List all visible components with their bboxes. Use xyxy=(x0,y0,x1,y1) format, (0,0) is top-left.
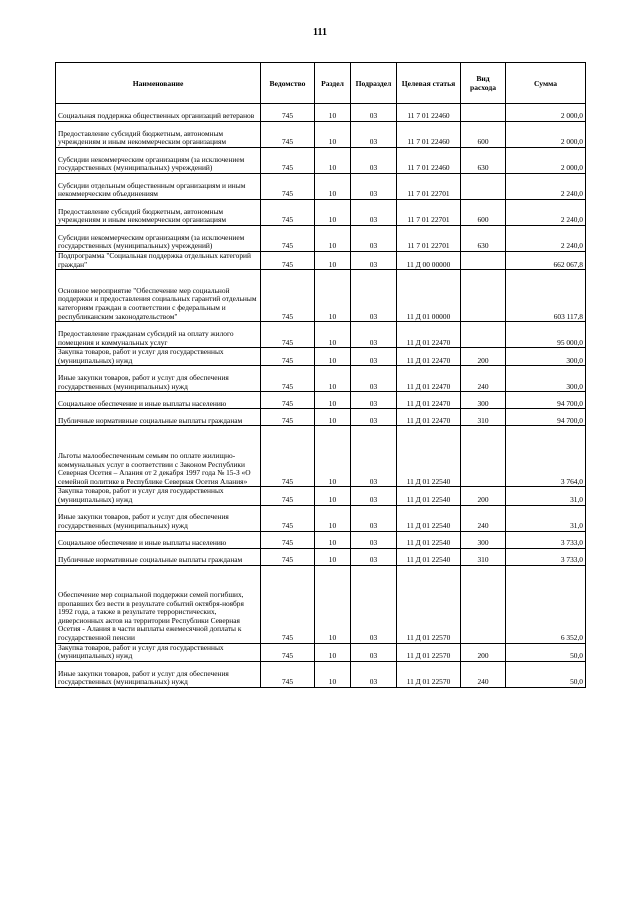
row-section: 10 xyxy=(315,270,351,322)
row-sum: 300,0 xyxy=(506,348,586,366)
row-article: 11 Д 01 22540 xyxy=(397,505,461,531)
row-dept: 745 xyxy=(261,174,315,200)
row-article: 11 Д 01 00000 xyxy=(397,270,461,322)
row-subsection: 03 xyxy=(351,426,397,487)
table-row xyxy=(56,409,586,426)
page-number: 111 xyxy=(313,27,327,38)
row-dept: 745 xyxy=(261,366,315,392)
row-section: 10 xyxy=(315,322,351,348)
row-sum: 31,0 xyxy=(506,487,586,505)
row-name: Публичные нормативные социальные выплаты гражданам xyxy=(56,548,261,565)
row-name: Подпрограмма "Социальная поддержка отдельных категорий граждан" xyxy=(56,252,261,270)
table-row xyxy=(56,252,586,270)
row-subsection: 03 xyxy=(351,661,397,687)
row-dept: 745 xyxy=(261,104,315,122)
row-section: 10 xyxy=(315,148,351,174)
header-article: Целевая статья xyxy=(397,63,461,104)
row-sum: 94 700,0 xyxy=(506,392,586,409)
row-article: 11 Д 01 22540 xyxy=(397,531,461,548)
row-name: Социальное обеспечение и иные выплаты населению xyxy=(56,531,261,548)
row-section: 10 xyxy=(315,226,351,252)
row-sum: 603 117,8 xyxy=(506,270,586,322)
table-row xyxy=(56,426,586,487)
row-subsection: 03 xyxy=(351,252,397,270)
row-type xyxy=(461,270,506,322)
row-dept: 745 xyxy=(261,487,315,505)
row-section: 10 xyxy=(315,122,351,148)
table-row xyxy=(56,643,586,661)
row-subsection: 03 xyxy=(351,366,397,392)
row-article: 11 Д 01 22540 xyxy=(397,548,461,565)
row-name: Субсидии отдельным общественным организациям и иным некоммерческим объединениям xyxy=(56,174,261,200)
row-name: Иные закупки товаров, работ и услуг для обеспечения государственных (муниципальных) нужд xyxy=(56,505,261,531)
row-sum: 31,0 xyxy=(506,505,586,531)
row-article: 11 Д 01 22570 xyxy=(397,565,461,643)
table-row xyxy=(56,565,586,643)
table-row xyxy=(56,531,586,548)
budget-table xyxy=(55,62,586,688)
table-row xyxy=(56,392,586,409)
table-row xyxy=(56,322,586,348)
row-name: Основное мероприятие "Обеспечение мер социальной поддержки и предоставления социальных гарантий отдельным категориям граждан в соответствии с федеральным и республиканским законодательством" xyxy=(56,270,261,322)
row-dept: 745 xyxy=(261,122,315,148)
row-dept: 745 xyxy=(261,426,315,487)
row-article: 11 7 01 22460 xyxy=(397,148,461,174)
row-name: Социальное обеспечение и иные выплаты населению xyxy=(56,392,261,409)
row-dept: 745 xyxy=(261,226,315,252)
row-sum: 2 240,0 xyxy=(506,174,586,200)
row-sum: 2 240,0 xyxy=(506,226,586,252)
row-type: 600 xyxy=(461,200,506,226)
table-row xyxy=(56,226,586,252)
row-article: 11 7 01 22701 xyxy=(397,174,461,200)
row-article: 11 Д 01 22570 xyxy=(397,661,461,687)
row-article: 11 Д 01 22470 xyxy=(397,366,461,392)
row-article: 11 7 01 22460 xyxy=(397,122,461,148)
row-section: 10 xyxy=(315,487,351,505)
row-name: Закупка товаров, работ и услуг для государственных (муниципальных) нужд xyxy=(56,348,261,366)
row-section: 10 xyxy=(315,200,351,226)
row-type: 240 xyxy=(461,366,506,392)
row-type: 240 xyxy=(461,661,506,687)
row-sum: 662 067,8 xyxy=(506,252,586,270)
row-dept: 745 xyxy=(261,148,315,174)
row-dept: 745 xyxy=(261,348,315,366)
row-subsection: 03 xyxy=(351,322,397,348)
row-sum: 2 240,0 xyxy=(506,200,586,226)
row-type xyxy=(461,104,506,122)
row-article: 11 Д 01 22570 xyxy=(397,643,461,661)
row-dept: 745 xyxy=(261,505,315,531)
row-sum: 6 352,0 xyxy=(506,565,586,643)
table-row xyxy=(56,348,586,366)
header-subsection: Подраздел xyxy=(351,63,397,104)
row-section: 10 xyxy=(315,531,351,548)
row-subsection: 03 xyxy=(351,104,397,122)
row-article: 11 Д 01 22470 xyxy=(397,322,461,348)
row-dept: 745 xyxy=(261,252,315,270)
row-article: 11 7 01 22460 xyxy=(397,104,461,122)
table-row xyxy=(56,200,586,226)
row-type: 600 xyxy=(461,122,506,148)
row-sum: 50,0 xyxy=(506,661,586,687)
row-name: Субсидии некоммерческим организациям (за исключением государственных (муниципальных) учреждений) xyxy=(56,148,261,174)
row-sum: 3 733,0 xyxy=(506,548,586,565)
table-row xyxy=(56,104,586,122)
row-subsection: 03 xyxy=(351,565,397,643)
row-sum: 50,0 xyxy=(506,643,586,661)
table-row xyxy=(56,366,586,392)
row-subsection: 03 xyxy=(351,643,397,661)
row-subsection: 03 xyxy=(351,226,397,252)
row-subsection: 03 xyxy=(351,148,397,174)
row-type: 310 xyxy=(461,409,506,426)
row-type: 310 xyxy=(461,548,506,565)
row-subsection: 03 xyxy=(351,200,397,226)
header-type: Вид расхода xyxy=(461,63,506,104)
table-row xyxy=(56,270,586,322)
row-section: 10 xyxy=(315,565,351,643)
row-article: 11 Д 01 22470 xyxy=(397,348,461,366)
row-name: Предоставление субсидий бюджетным, автономным учреждениям и иным некоммерческим организациям xyxy=(56,122,261,148)
table-row xyxy=(56,505,586,531)
row-article: 11 7 01 22701 xyxy=(397,200,461,226)
table-row xyxy=(56,148,586,174)
row-section: 10 xyxy=(315,392,351,409)
table-row xyxy=(56,174,586,200)
row-section: 10 xyxy=(315,661,351,687)
table-row xyxy=(56,661,586,687)
header-dept: Ведомство xyxy=(261,63,315,104)
row-section: 10 xyxy=(315,548,351,565)
row-type xyxy=(461,252,506,270)
row-type xyxy=(461,565,506,643)
row-dept: 745 xyxy=(261,409,315,426)
row-dept: 745 xyxy=(261,548,315,565)
row-article: 11 Д 01 22540 xyxy=(397,487,461,505)
row-subsection: 03 xyxy=(351,409,397,426)
row-dept: 745 xyxy=(261,661,315,687)
row-type: 200 xyxy=(461,643,506,661)
row-name: Закупка товаров, работ и услуг для государственных (муниципальных) нужд xyxy=(56,643,261,661)
table-row xyxy=(56,548,586,565)
row-dept: 745 xyxy=(261,392,315,409)
header-section: Раздел xyxy=(315,63,351,104)
row-type: 240 xyxy=(461,505,506,531)
row-type xyxy=(461,322,506,348)
row-type xyxy=(461,426,506,487)
header-sum: Сумма xyxy=(506,63,586,104)
row-sum: 3 733,0 xyxy=(506,531,586,548)
row-section: 10 xyxy=(315,348,351,366)
row-subsection: 03 xyxy=(351,392,397,409)
row-name: Иные закупки товаров, работ и услуг для обеспечения государственных (муниципальных) нужд xyxy=(56,661,261,687)
row-section: 10 xyxy=(315,174,351,200)
row-section: 10 xyxy=(315,643,351,661)
row-subsection: 03 xyxy=(351,505,397,531)
row-type: 300 xyxy=(461,531,506,548)
row-name: Закупка товаров, работ и услуг для государственных (муниципальных) нужд xyxy=(56,487,261,505)
row-section: 10 xyxy=(315,409,351,426)
row-dept: 745 xyxy=(261,531,315,548)
row-subsection: 03 xyxy=(351,487,397,505)
row-type: 300 xyxy=(461,392,506,409)
row-subsection: 03 xyxy=(351,548,397,565)
row-name: Обеспечение мер социальной поддержки семей погибших, пропавших без вести в результате событий октября-ноября 1992 года, а также в результате террористических, диверсионных актов на территории Республики Северная Осетия - Алания в части выплаты ежемесячной доплаты к государственной пенсии xyxy=(56,565,261,643)
row-section: 10 xyxy=(315,104,351,122)
row-name: Иные закупки товаров, работ и услуг для обеспечения государственных (муниципальных) нужд xyxy=(56,366,261,392)
row-subsection: 03 xyxy=(351,122,397,148)
row-section: 10 xyxy=(315,252,351,270)
row-name: Субсидии некоммерческим организациям (за исключением государственных (муниципальных) учреждений) xyxy=(56,226,261,252)
row-sum: 94 700,0 xyxy=(506,409,586,426)
row-sum: 2 000,0 xyxy=(506,122,586,148)
row-subsection: 03 xyxy=(351,174,397,200)
row-type: 630 xyxy=(461,148,506,174)
row-section: 10 xyxy=(315,366,351,392)
table-header-row xyxy=(56,63,586,104)
row-type: 200 xyxy=(461,487,506,505)
row-sum: 300,0 xyxy=(506,366,586,392)
row-dept: 745 xyxy=(261,200,315,226)
row-subsection: 03 xyxy=(351,348,397,366)
row-sum: 2 000,0 xyxy=(506,104,586,122)
row-article: 11 Д 01 22470 xyxy=(397,409,461,426)
header-name: Наименование xyxy=(56,63,261,104)
row-type xyxy=(461,174,506,200)
row-article: 11 Д 01 22470 xyxy=(397,392,461,409)
row-subsection: 03 xyxy=(351,531,397,548)
row-sum: 2 000,0 xyxy=(506,148,586,174)
row-section: 10 xyxy=(315,505,351,531)
row-article: 11 Д 01 22540 xyxy=(397,426,461,487)
table-row xyxy=(56,487,586,505)
row-name: Предоставление субсидий бюджетным, автономным учреждениям и иным некоммерческим организациям xyxy=(56,200,261,226)
row-section: 10 xyxy=(315,426,351,487)
table-row xyxy=(56,122,586,148)
row-dept: 745 xyxy=(261,643,315,661)
row-subsection: 03 xyxy=(351,270,397,322)
row-type: 200 xyxy=(461,348,506,366)
row-sum: 3 764,0 xyxy=(506,426,586,487)
row-name: Льготы малообеспеченным семьям по оплате жилищно-коммунальных услуг в соответствии с Законом Республики Северная Осетия – Алания от 2 декабря 1997 года № 15-З «О семейной политике в Республике Северная Осетия Алания» xyxy=(56,426,261,487)
row-dept: 745 xyxy=(261,270,315,322)
row-sum: 95 000,0 xyxy=(506,322,586,348)
row-type: 630 xyxy=(461,226,506,252)
row-dept: 745 xyxy=(261,565,315,643)
row-name: Публичные нормативные социальные выплаты гражданам xyxy=(56,409,261,426)
row-name: Предоставление гражданам субсидий на оплату жилого помещения и коммунальных услуг xyxy=(56,322,261,348)
row-article: 11 Д 00 00000 xyxy=(397,252,461,270)
row-article: 11 7 01 22701 xyxy=(397,226,461,252)
row-name: Социальная поддержка общественных организаций ветеранов xyxy=(56,104,261,122)
row-dept: 745 xyxy=(261,322,315,348)
